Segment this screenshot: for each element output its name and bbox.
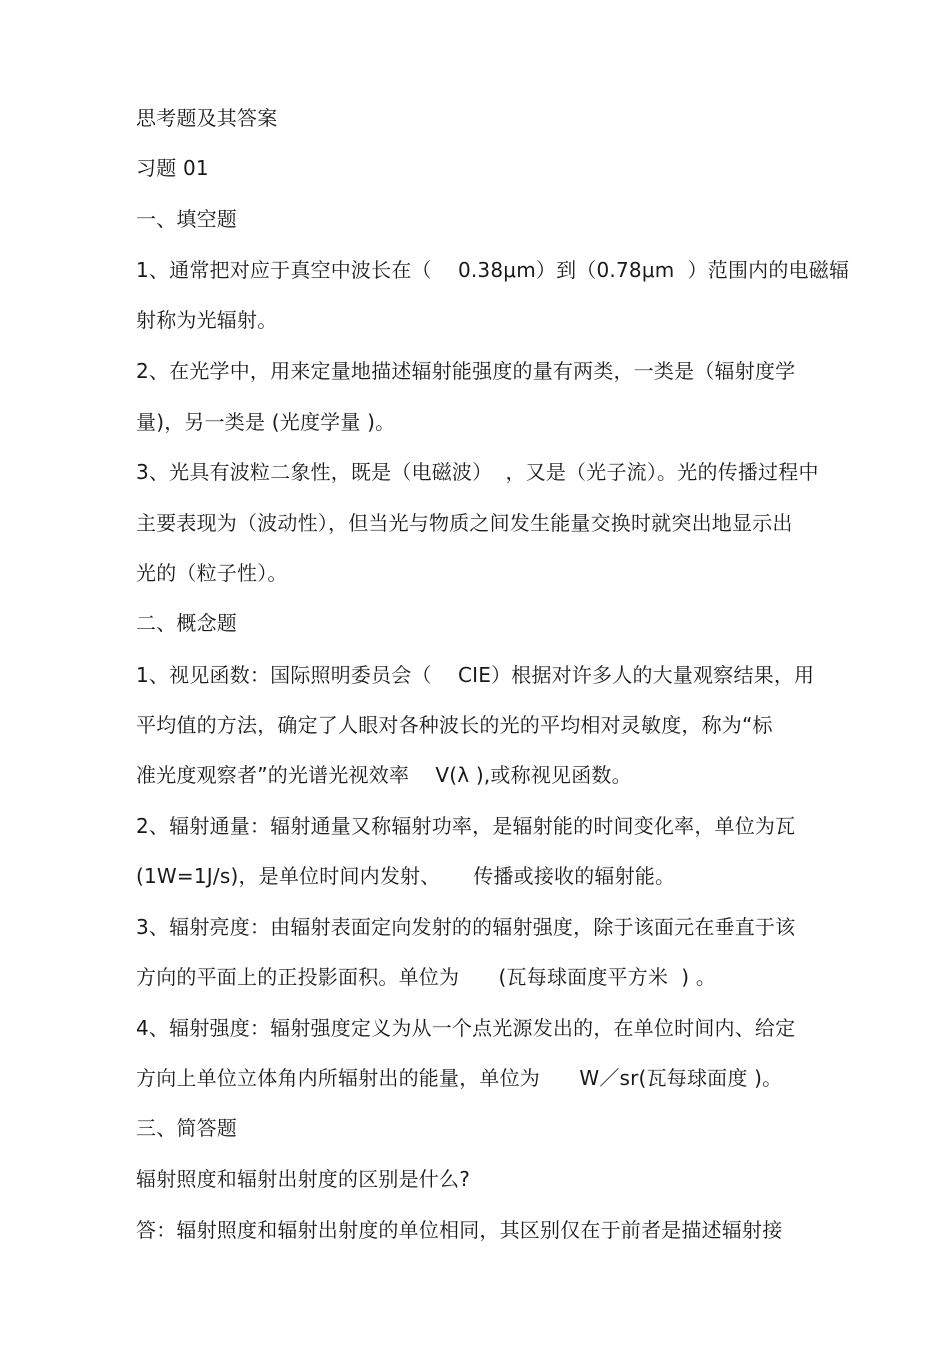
paragraph-line: 平均值的方法，确定了人眼对各种波长的光的平均相对灵敏度，称为“标: [136, 713, 773, 737]
section-heading-fill-in: 一、填空题: [136, 207, 237, 231]
answer-line: 答：辐射照度和辐射出射度的单位相同，其区别仅在于前者是描述辐射接: [136, 1218, 783, 1242]
paragraph-line: 方向上单位立体角内所辐射出的能量，单位为 W／sr(瓦每球面度 )。: [136, 1066, 783, 1090]
exercise-heading: 习题 01: [136, 156, 209, 180]
paragraph-line: 方向的平面上的正投影面积。单位为 (瓦每球面度平方米 ) 。: [136, 965, 717, 989]
paragraph-line: 准光度观察者”的光谱光视效率 V(λ ),或称视见函数。: [136, 763, 632, 787]
document-title: 思考题及其答案: [136, 106, 278, 130]
paragraph-line: 量)，另一类是 (光度学量 )。: [136, 410, 396, 434]
section-heading-short-answer: 三、简答题: [136, 1116, 237, 1140]
paragraph-line: (1W=1J/s)，是单位时间内发射、 传播或接收的辐射能。: [136, 864, 676, 888]
paragraph-line: 1、通常把对应于真空中波长在（ 0.38μm）到（0.78μm ）范围内的电磁辐: [136, 258, 850, 282]
paragraph-line: 4、辐射强度：辐射强度定义为从一个点光源发出的，在单位时间内、给定: [136, 1016, 796, 1040]
paragraph-line: 主要表现为（波动性），但当光与物质之间发生能量交换时就突出地显示出: [136, 511, 793, 535]
paragraph-line: 光的（粒子性）。: [136, 561, 288, 585]
paragraph-line: 2、辐射通量：辐射通量又称辐射功率，是辐射能的时间变化率，单位为瓦: [136, 814, 796, 838]
paragraph-line: 3、光具有波粒二象性，既是（电磁波） ，又是（光子流）。光的传播过程中: [136, 460, 819, 484]
paragraph-line: 2、在光学中，用来定量地描述辐射能强度的量有两类，一类是（辐射度学: [136, 359, 796, 383]
question-line: 辐射照度和辐射出射度的区别是什么?: [136, 1167, 471, 1191]
paragraph-line: 3、辐射亮度：由辐射表面定向发射的的辐射强度，除于该面元在垂直于该: [136, 915, 796, 939]
section-heading-concepts: 二、概念题: [136, 611, 237, 635]
paragraph-line: 射称为光辐射。: [136, 308, 278, 332]
paragraph-line: 1、视见函数：国际照明委员会（ CIE）根据对许多人的大量观察结果，用: [136, 663, 815, 687]
